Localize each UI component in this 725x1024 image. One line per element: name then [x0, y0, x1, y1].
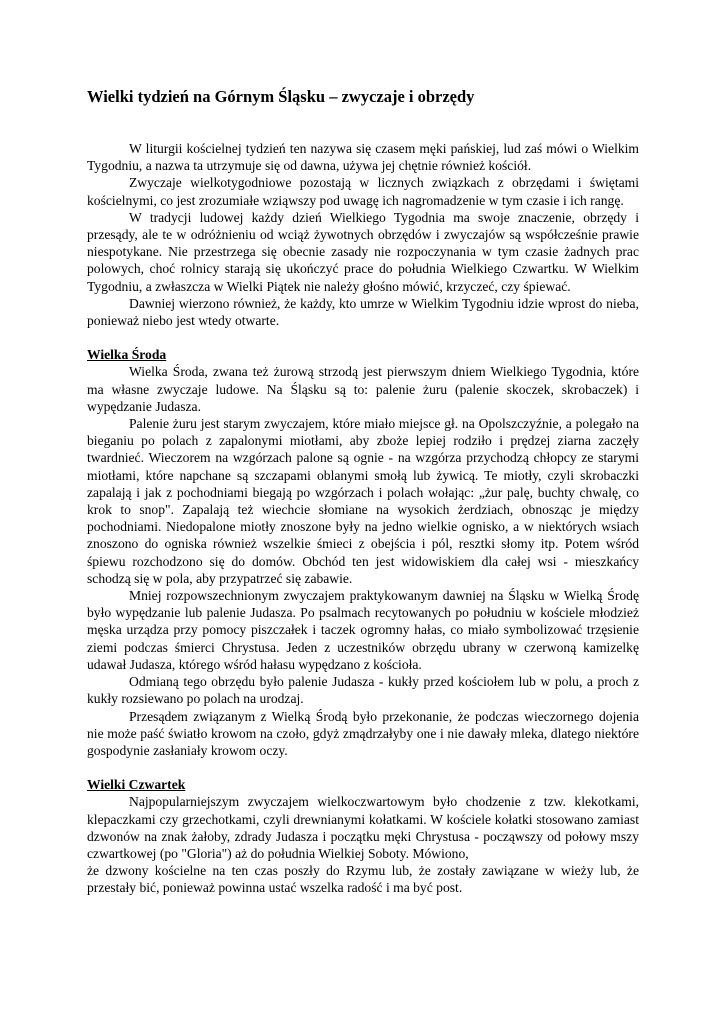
document-page	[87, 86, 639, 897]
section-paragraph: Wielka Środa, zwana też żurową strzodą jest pierwszym dniem Wielkiego Tygodnia, które ma własne zwyczaje ludowe. Na Śląsku są to: palenie żuru (palenie skoczek, skrobaczek) i wypędzanie Judasza.	[87, 364, 639, 414]
intro-paragraph: Zwyczaje wielkotygodniowe pozostają w licznych związkach z obrzędami i świętami kościelnymi, co jest zrozumiałe wziąwszy pod uwagę ich nagromadzenie w tym czasie i ich rangę.	[87, 175, 639, 208]
intro-paragraph: Dawniej wierzono również, że każdy, kto umrze w Wielkim Tygodniu idzie wprost do nieba, ponieważ niebo jest wtedy otwarte.	[87, 295, 639, 329]
section-paragraph: Palenie żuru jest starym zwyczajem, które miało miejsce gł. na Opolszczyźnie, a polegało na bieganiu po polach z zapalonymi miotłami, aby zboże lepiej rodziło i prędzej ziarna zaczęły twardnieć. Wieczorem na wzgórzach palone są ognie - na wzgórza przychodzą chłopcy ze starymi miotłami, które napchane są szczapami oblanymi smołą lub żywicą. Te miotły, czyli skrobaczki zapalają i jak z pochodniami biegają po wzgórzach i polach wołając: „żur palę, buchty chwalę, co krok to snop". Zapalają też wiechcie słomiane na wysokich żerdziach, obnosząc je między pochodniami. Niedopalone miotły znoszone były na jedno wielkie ognisko, a w niektórych wsiach znoszono do ogniska również wszelkie śmieci z obejścia i pól, resztki słomy itp. Potem wśród śpiewu rozchodzono się do domów. Obchód ten jest widowiskiem dla całej wsi - mieszkańcy schodzą się w pola, aby przypatrzeć się zabawie.	[87, 416, 639, 586]
intro-paragraph: W liturgii kościelnej tydzień ten nazywa się czasem męki pańskiej, lud zaś mówi o Wielkim Tygodniu, a nazwa ta utrzymuje się od dawna, używa jej chętnie również kościół.	[87, 141, 639, 174]
section-wielka-sroda	[87, 346, 639, 759]
section-wielki-czwartek	[87, 776, 639, 896]
section-heading: Wielki Czwartek	[87, 777, 186, 793]
section-paragraph: Najpopularniejszym zwyczajem wielkoczwartowym było chodzenie z tzw. klekotkami, klepaczkami czy grzechotkami, czyli drewnianymi kołatkami. W kościele kołatki stosowano zamiast dzwonów na znak żałoby, zdrady Judasza i początku męki Chrystusa - począwszy od połowy mszy czwartkowej (po "Gloria") aż do południa Wielkiej Soboty. Mówiono,	[87, 794, 639, 861]
section-paragraph: Przesądem związanym z Wielką Środą było przekonanie, że podczas wieczornego dojenia nie może paść światło krowom na czoło, gdyż zmądrzałyby one i nie dawały mleka, dlatego niektóre gospodynie zasłaniały krowom oczy.	[87, 708, 639, 758]
intro-section	[87, 140, 639, 329]
section-heading: Wielka Środa	[87, 347, 167, 363]
document-title: Wielki tydzień na Górnym Śląsku – zwyczaje i obrzędy	[87, 87, 475, 106]
intro-paragraph: W tradycji ludowej każdy dzień Wielkiego Tygodnia ma swoje znaczenie, obrzędy i przesądy, ale te w odróżnieniu od wciąż żywotnych obrzędów i zwyczajów są współcześnie prawie niespotykane. Nie przestrzega się obecnie zasady nie rozpoczynania w tym czasie żadnych prac polowych, choć rolnicy starają się ukończyć prace do południa Wielkiego Czwartku. W Wielkim Tygodniu, a zwłaszcza w Wielki Piątek nie należy głośno mówić, krzyczeć, czy śpiewać.	[87, 209, 639, 294]
section-paragraph-continuation: że dzwony kościelne na ten czas poszły do Rzymu lub, że zostały zawiązane w wieży lub, że przestały bić, ponieważ powinna ustać wszelka radość i ma być post.	[87, 863, 639, 896]
section-paragraph: Odmianą tego obrzędu było palenie Judasza - kukły przed kościołem lub w polu, a proch z kukły rozsiewano po polach na urodzaj.	[87, 674, 639, 707]
section-paragraph: Mniej rozpowszechnionym zwyczajem praktykowanym dawniej na Śląsku w Wielką Środę było wypędzanie lub palenie Judasza. Po psalmach recytowanych po południu w kościele młodzież męska urządza przy pomocy piszczałek i taczek ogromny hałas, co miało symbolizować trzęsienie ziemi podczas śmierci Chrystusa. Jeden z uczestników obrzędu ubrany w czerwoną kamizelkę udawał Judasza, którego wśród hałasu wypędzano z kościoła.	[87, 588, 639, 672]
